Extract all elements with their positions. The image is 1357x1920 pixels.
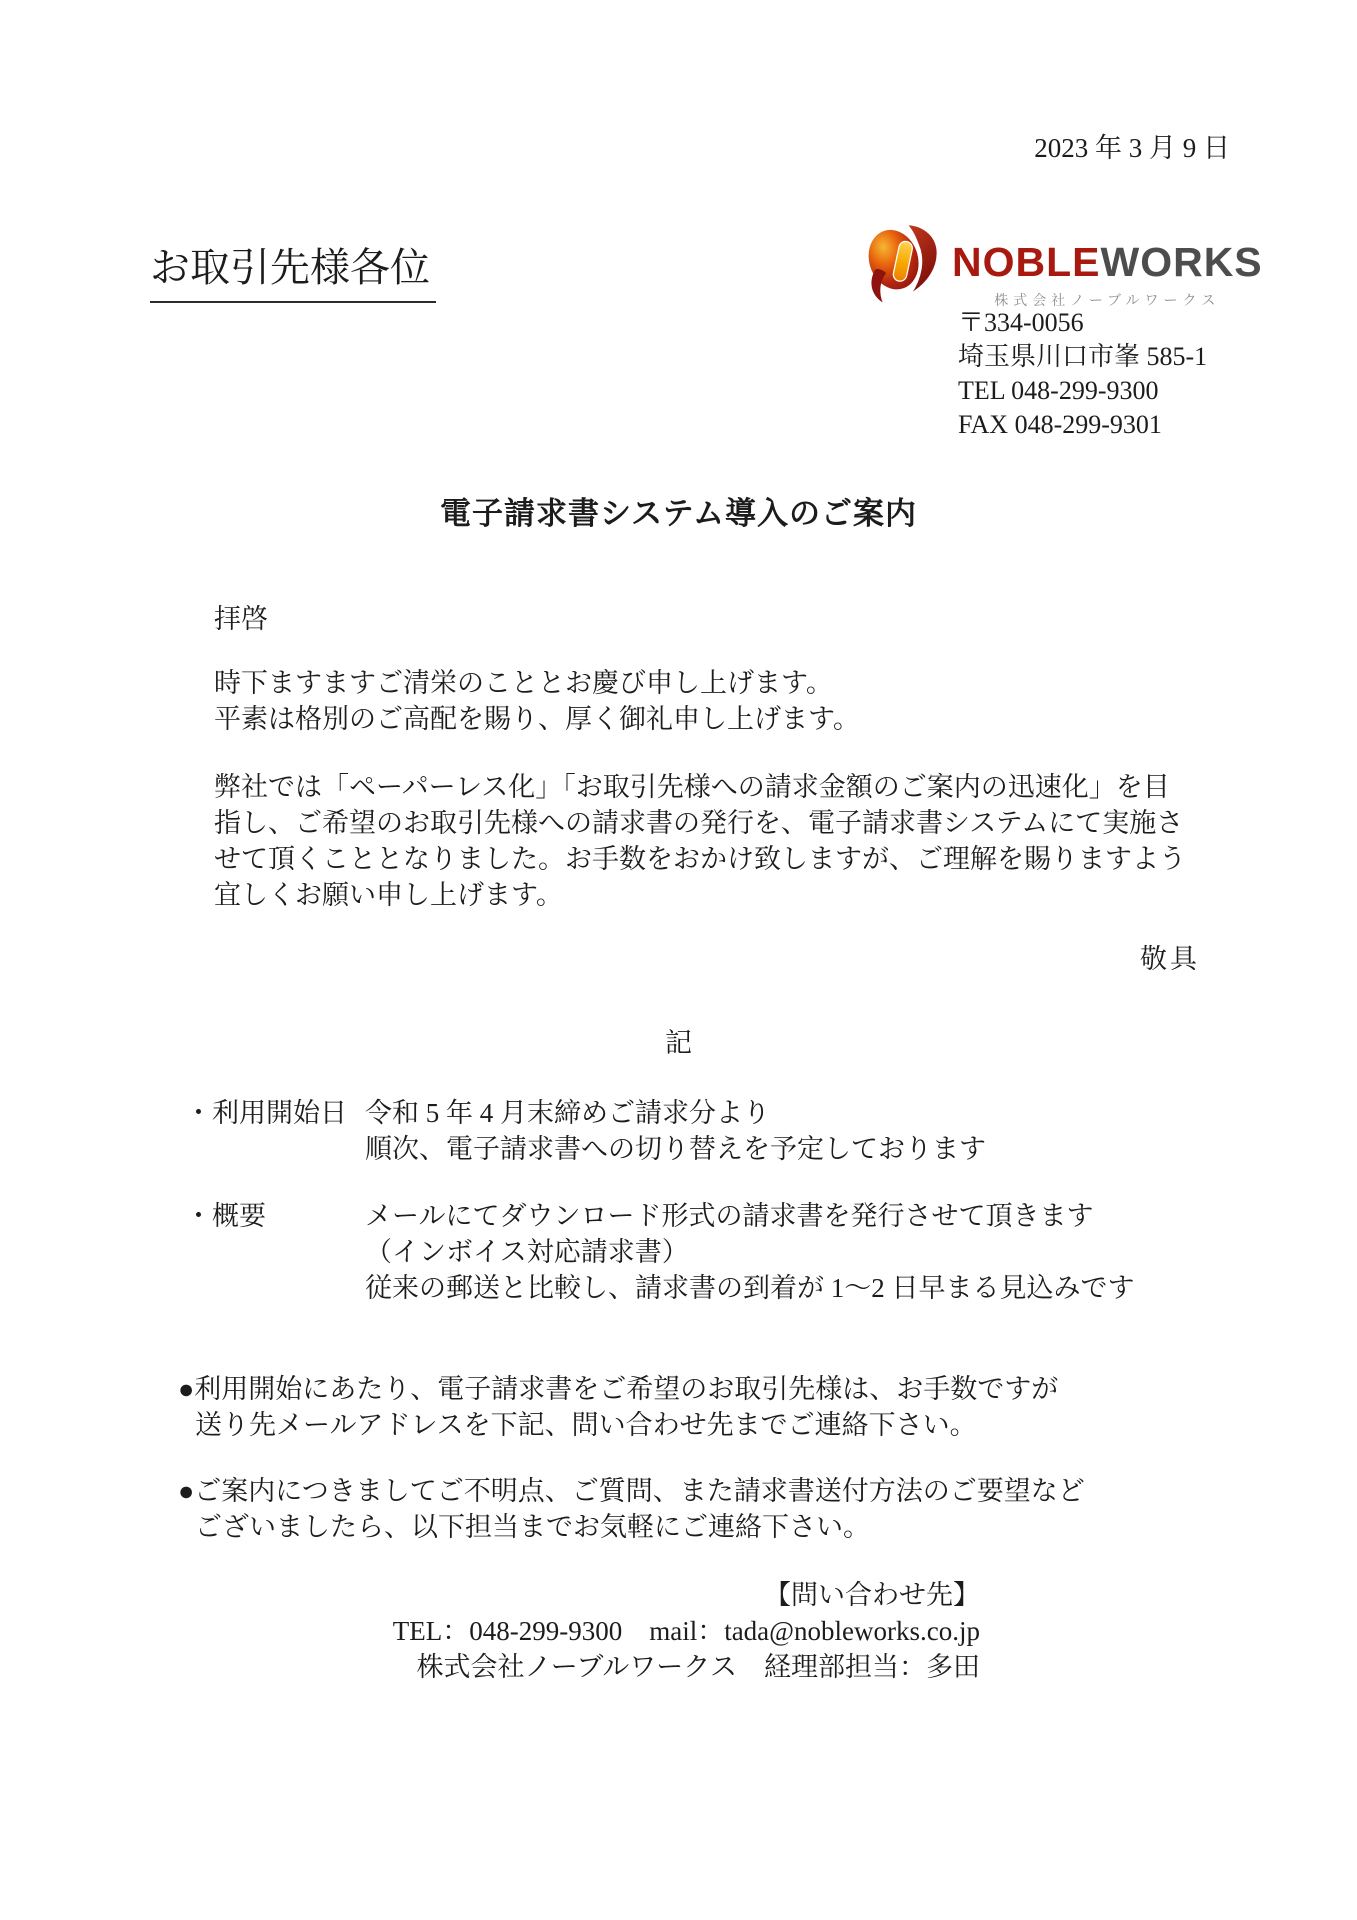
contact-heading: 【問い合わせ先】 bbox=[764, 1580, 980, 1610]
list-item-label: ・概要 bbox=[185, 1201, 266, 1231]
closing-word: 敬具 bbox=[1140, 944, 1200, 974]
bullet-line: ございましたら、以下担当までお気軽にご連絡下さい。 bbox=[195, 1512, 870, 1542]
company-info-block bbox=[958, 306, 1207, 442]
list-item-line: （インボイス対応請求書） bbox=[365, 1237, 689, 1267]
salutation: 拝啓 bbox=[214, 604, 268, 634]
nobleworks-flame-logo-icon bbox=[860, 222, 944, 304]
list-item-line: 従来の郵送と比較し、請求書の到着が 1～2 日早まる見込みです bbox=[365, 1273, 1135, 1303]
logo-subtitle: 株式会社ノーブルワークス bbox=[994, 292, 1221, 308]
greeting-line: 平素は格別のご高配を賜り、厚く御礼申し上げます。 bbox=[214, 704, 860, 734]
company-logo bbox=[860, 222, 1263, 310]
greeting-paragraph bbox=[214, 665, 860, 737]
main-paragraph bbox=[214, 769, 1186, 913]
list-item-line: 順次、電子請求書への切り替えを予定しております bbox=[365, 1134, 986, 1164]
company-fax: FAX 048-299-9301 bbox=[958, 410, 1162, 439]
contact-tel-mail: TEL：048-299-9300 mail：tada@nobleworks.co.jp bbox=[392, 1616, 980, 1646]
bullet-line: ●利用開始にあたり、電子請求書をご希望のお取引先様は、お手数ですが bbox=[178, 1374, 1059, 1404]
logo-wordmark bbox=[952, 239, 1263, 285]
bullet-line: ●ご案内につきましてご不明点、ご質問、また請求書送付方法のご要望など bbox=[178, 1476, 1085, 1506]
company-postal-code: 〒334-0056 bbox=[958, 308, 1084, 337]
list-item-label: ・利用開始日 bbox=[185, 1098, 347, 1128]
paragraph-line: 指し、ご希望のお取引先様への請求書の発行を、電子請求書システムにて実施さ bbox=[214, 808, 1184, 838]
contact-company-person: 株式会社ノーブルワークス 経理部担当：多田 bbox=[416, 1652, 980, 1682]
list-item-line: メールにてダウンロード形式の請求書を発行させて頂きます bbox=[365, 1201, 1094, 1231]
notice-section-marker: 記 bbox=[665, 1028, 692, 1058]
paragraph-line: せて頂くこととなりました。お手数をおかけ致しますが、ご理解を賜りますよう bbox=[214, 844, 1186, 874]
logo-wordmark-works: WORKS bbox=[1100, 239, 1263, 285]
paragraph-line: 弊社では「ペーパーレス化」「お取引先様への請求金額のご案内の迅速化」を目 bbox=[214, 772, 1170, 802]
logo-wordmark-noble: NOBLE bbox=[952, 239, 1101, 285]
list-item-line: 令和 5 年 4 月末締めご請求分より bbox=[365, 1098, 770, 1128]
paragraph-line: 宜しくお願い申し上げます。 bbox=[214, 880, 563, 910]
bullet-line: 送り先メールアドレスを下記、問い合わせ先までご連絡下さい。 bbox=[195, 1410, 977, 1440]
company-tel: TEL 048-299-9300 bbox=[958, 376, 1159, 405]
document-date: 2023 年 3 月 9 日 bbox=[1034, 133, 1230, 163]
list-item-content bbox=[365, 1198, 1135, 1306]
document-title: 電子請求書システム導入のご案内 bbox=[440, 496, 917, 531]
greeting-line: 時下ますますご清栄のこととお慶び申し上げます。 bbox=[214, 668, 833, 698]
contact-block bbox=[0, 1577, 980, 1685]
company-address: 埼玉県川口市峯 585-1 bbox=[958, 342, 1208, 371]
list-item-content bbox=[365, 1095, 986, 1167]
logo-text-block bbox=[952, 239, 1263, 310]
recipient-heading: お取引先様各位 bbox=[150, 236, 436, 303]
